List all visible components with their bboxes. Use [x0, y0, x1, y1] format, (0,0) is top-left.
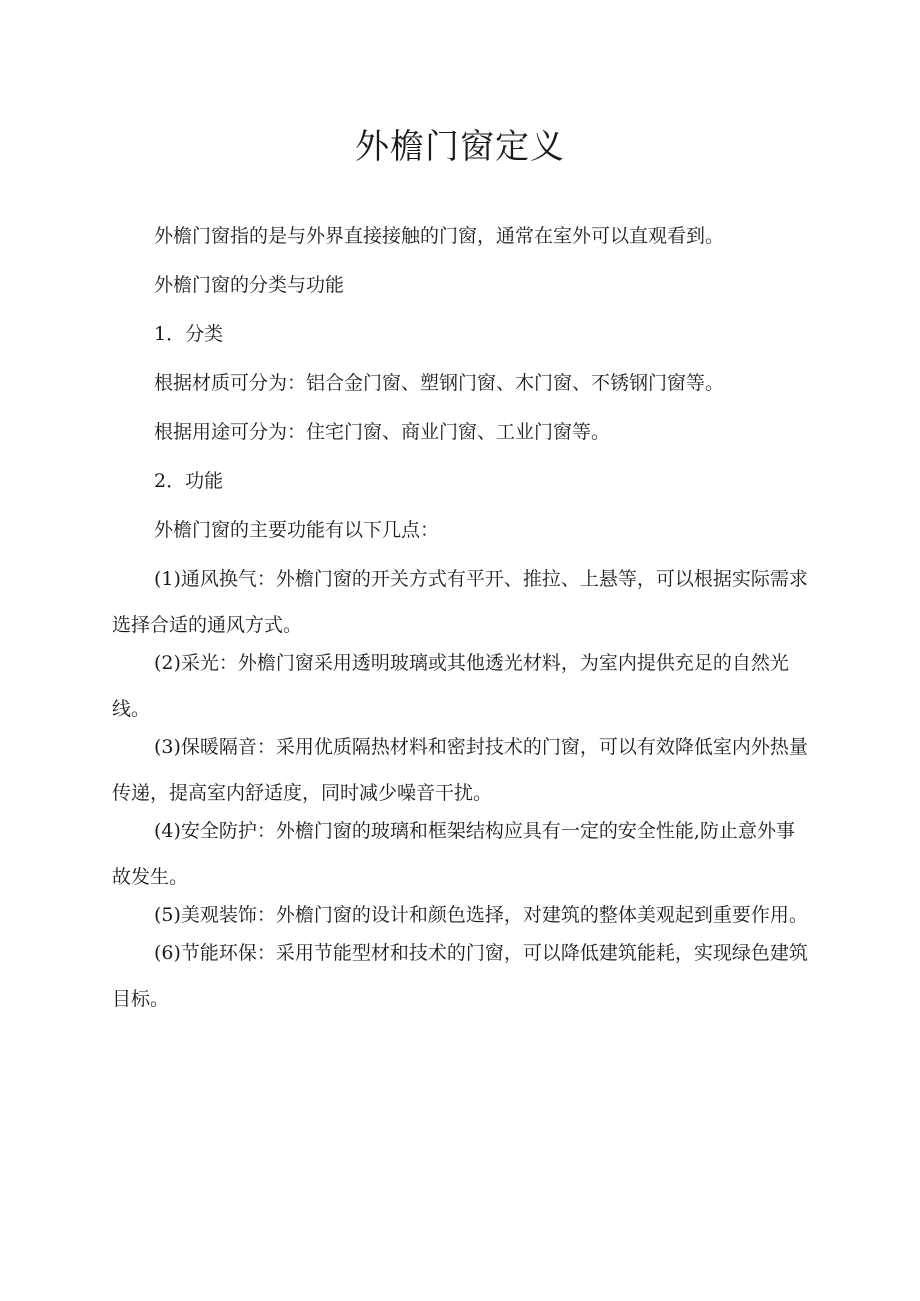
paragraph-material-types: 根据材质可分为：铝合金门窗、塑钢门窗、木门窗、不锈钢门窗等。	[154, 372, 725, 394]
paragraph-classification-heading: 1．分类	[154, 323, 224, 345]
paragraph-function-intro: 外檐门窗的主要功能有以下几点：	[154, 519, 440, 541]
paragraph-definition: 外檐门窗指的是与外界直接接触的门窗，通常在室外可以直观看到。	[154, 225, 725, 247]
paragraph-safety: (4)安全防护：外檐门窗的玻璃和框架结构应具有一定的安全性能,防止意外事故发生。	[112, 820, 795, 888]
paragraph-lighting: (2)采光：外檐门窗采用透明玻璃或其他透光材料，为室内提供充足的自然光线。	[112, 652, 789, 720]
document-title: 外檐门窗定义	[355, 127, 565, 167]
paragraph-function-heading: 2．功能	[154, 470, 224, 492]
paragraph-ventilation: (1)通风换气：外檐门窗的开关方式有平开、推拉、上悬等，可以根据实际需求选择合适的通风方式。	[112, 568, 808, 636]
paragraph-decoration: (5)美观装饰：外檐门窗的设计和颜色选择，对建筑的整体美观起到重要作用。	[154, 904, 808, 926]
paragraph-section-heading: 外檐门窗的分类与功能	[154, 274, 345, 296]
paragraph-insulation: (3)保暖隔音：采用优质隔热材料和密封技术的门窗，可以有效降低室内外热量传递，提高室内舒适度，同时减少噪音干扰。	[112, 736, 808, 804]
paragraph-energy-saving: (6)节能环保：采用节能型材和技术的门窗，可以降低建筑能耗，实现绿色建筑目标。	[112, 942, 808, 1010]
paragraph-usage-types: 根据用途可分为：住宅门窗、商业门窗、工业门窗等。	[154, 421, 611, 443]
document-body	[112, 224, 812, 1025]
